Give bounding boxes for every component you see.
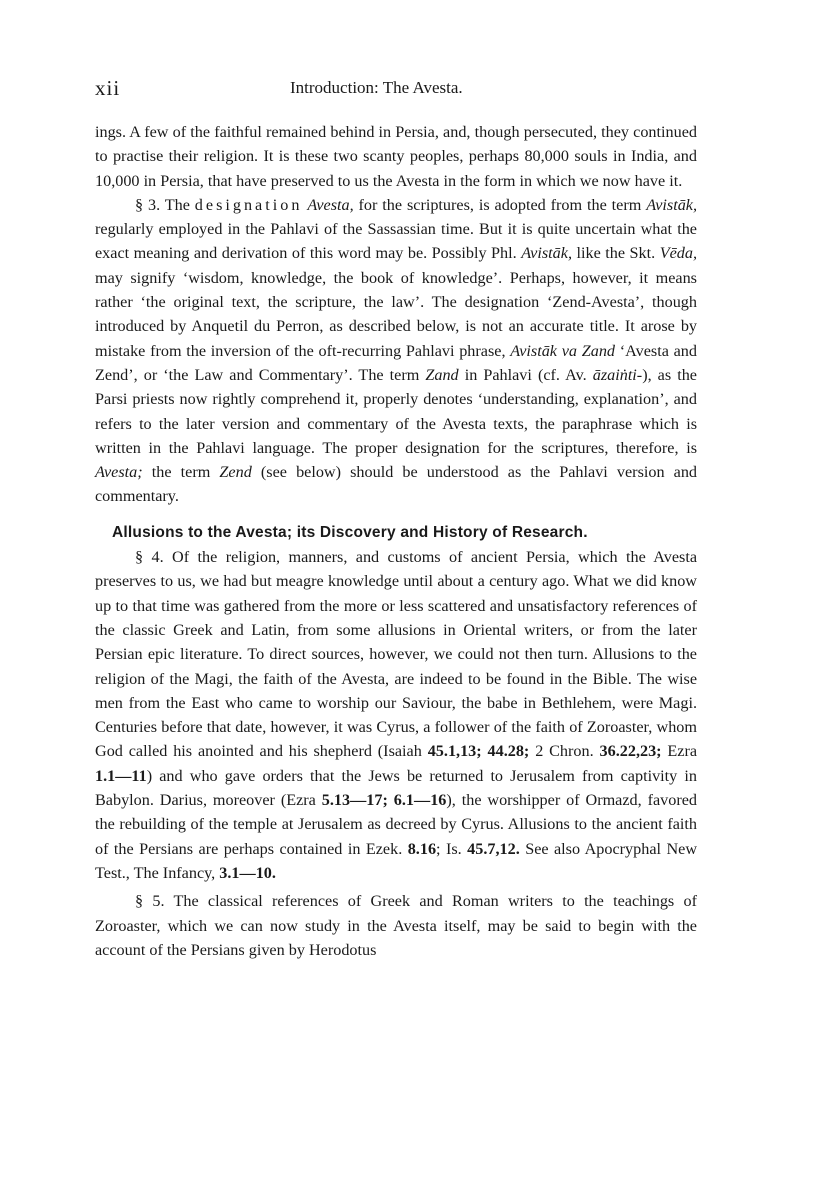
section-mark: § 3. [135, 195, 161, 214]
page-number: xii [95, 76, 121, 100]
section-heading: Allusions to the Avesta; its Discovery and History of Research. [112, 523, 588, 541]
running-title: Introduction: The Avesta. [290, 78, 463, 97]
spaced-term: designation [194, 195, 303, 214]
section-mark: § 5. [135, 892, 165, 911]
paragraph-section-3: § 3. The designation Avesta, for the scriptures, is adopted from the term Avistāk, regularly employed in the Pahlavi of the Sassassian time. But it is quite uncertain what the exact meaning and derivation of this word may be. Possibly Phl. Avistāk, like the Skt. Vēda, may signify ‘wisdom, knowledge, the book of knowledge’. Perhaps, however, it means rather ‘the original text, the scripture, the law’. The designation ‘Zend-Avesta’, though introduced by Anquetil du Perron, as described below, is not an accurate title. It arose by mistake from the inversion of the oft-recurring Pahlavi phrase, Avistāk va Zand ‘Avesta and Zend’, or ‘the Law and Commentary’. The term Zand in Pahlavi (cf. Av. āzaiṅti-), as the Parsi priests now rightly comprehend it, properly denotes ‘understanding, explanation’, and refers to the later version and commentary of the Avesta texts, the paraphrase which is written in the Pahlavi language. The proper designation for the scriptures, therefore, is Avesta; the term Zend (see below) should be understood as the Pahlavi version and commentary. [95, 195, 698, 506]
paragraph-section-5: § 5. The classical references of Greek and Roman writers to the teachings of Zoroaster, which we can now study in the Avesta itself, may be said to begin with the account of the Persians given by Herodotus [95, 892, 697, 959]
paragraph-section-4: § 4. Of the religion, manners, and customs of ancient Persia, which the Avesta preserves to us, we had but meagre knowledge until about a century ago. What we did know up to that time was gathered from the more or less scattered and unsatisfactory references of the classic Greek and Latin, from some allusions in Oriental writers, or from the later Persian epic literature. To direct sources, however, we could not then turn. Allusions to the religion of the Magi, the faith of the Avesta, are indeed to be found in the Bible. The wise men from the East who came to worship our Saviour, the babe in Bethlehem, were Magi. Centuries before that date, however, it was Cyrus, a follower of the faith of Zoroaster, whom God called his anointed and his shepherd (Isaiah 45.1,13; 44.28; 2 Chron. 36.22,23; Ezra 1.1—11) and who gave orders that the Jews be returned to Jerusalem from captivity in Babylon. Darius, moreover (Ezra 5.13—17; 6.1—16), the worshipper of Ormazd, favored the rebuilding of the temple at Jerusalem as decreed by Cyrus. Allusions to the ancient faith of the Persians are perhaps contained in Ezek. 8.16; Is. 45.7,12. See also Apocryphal New Test., The Infancy, 3.1—10. [95, 548, 698, 882]
body-text [95, 120, 697, 962]
section-mark: § 4. [135, 548, 164, 567]
paragraph-1: ings. A few of the faithful remained behind in Persia, and, though persecuted, they continued to practise their religion. It is these two scanty peoples, perhaps 80,000 souls in India, and 10,000 in Persia, that have preserved to us the Avesta in the form in which we now have it. [95, 123, 697, 190]
page-header [95, 76, 695, 102]
